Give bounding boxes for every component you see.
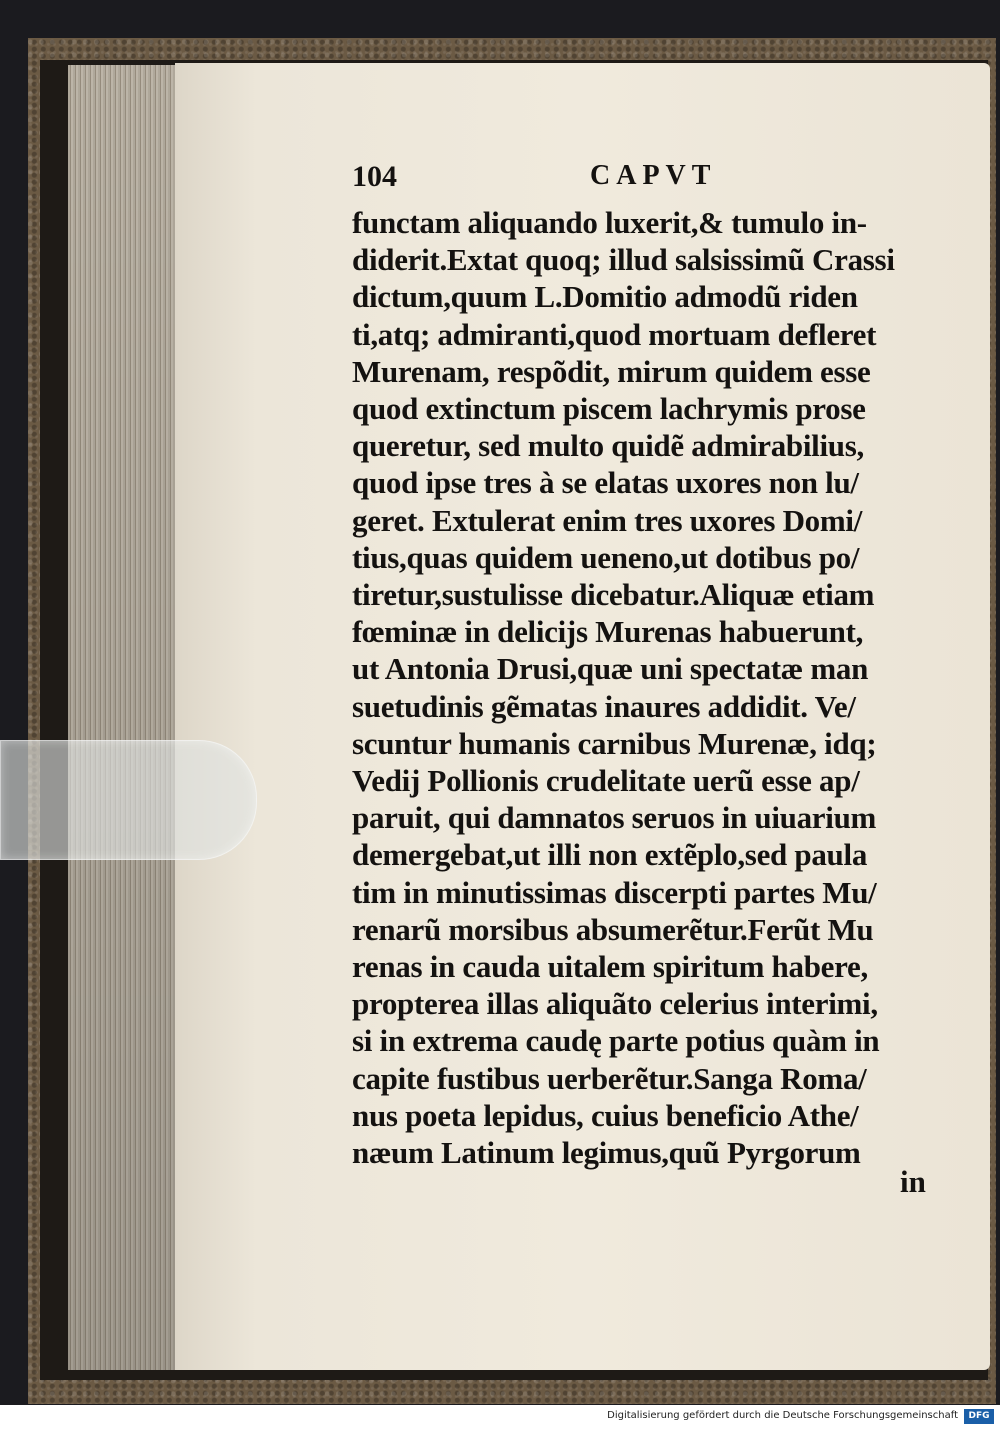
text-line: capite fustibus uerberẽtur.Sanga Roma/: [352, 1060, 867, 1096]
text-line: ut Antonia Drusi,quæ uni spectatæ man: [352, 651, 869, 687]
text-line: suetudinis gẽmatas inaures addidit. Ve/: [352, 688, 856, 724]
text-line: tim in minutissimas discerpti partes Mu/: [352, 874, 877, 910]
text-line: nus poeta lepidus, cuius beneficio Athe/: [352, 1097, 859, 1133]
running-head: CAPVT: [590, 160, 717, 191]
text-line: queretur, sed multo quidẽ admirabilius,: [352, 428, 864, 464]
text-line: tiretur,sustulisse dicebatur.Aliquæ etiam: [352, 577, 875, 613]
text-line: propterea illas aliquãto celerius interimi,: [352, 986, 878, 1022]
text-line: quod extinctum piscem lachrymis prose: [352, 391, 866, 427]
page-number: 104: [352, 160, 397, 193]
text-line: næum Latinum legimus,quũ Pyrgorum: [352, 1135, 861, 1171]
page-text-block: [352, 160, 932, 1171]
catchword: in: [900, 1164, 926, 1199]
text-line: Vedij Pollionis crudelitate uerũ esse ap/: [352, 763, 860, 799]
text-line: fœminæ in delicijs Murenas habuerunt,: [352, 614, 864, 650]
page-header: [352, 160, 932, 204]
text-line: renas in cauda uitalem spiritum habere,: [352, 949, 868, 985]
footer-bar: [0, 1405, 1000, 1429]
text-line: renarũ morsibus absumerẽtur.Ferũt Mu: [352, 911, 874, 947]
text-line: demergebat,ut illi non extẽplo,sed paula: [352, 837, 868, 873]
text-line: diderit.Extat quoq; illud salsissimũ Crassi: [352, 242, 895, 278]
text-line: quod ipse tres à se elatas uxores non lu/: [352, 465, 859, 501]
bookmark-strip: [0, 740, 257, 860]
text-line: si in extrema caudę parte potius quàm in: [352, 1023, 880, 1059]
funding-notice: Digitalisierung gefördert durch die Deutsche Forschungsgemeinschaft: [607, 1410, 958, 1421]
text-line: geret. Extulerat enim tres uxores Domi/: [352, 502, 863, 538]
text-line: tius,quas quidem ueneno,ut dotibus po/: [352, 539, 860, 575]
text-line: ti,atq; admiranti,quod mortuam defleret: [352, 316, 877, 352]
dfg-logo-icon[interactable]: DFG: [964, 1409, 994, 1424]
text-line: scuntur humanis carnibus Murenæ, idq;: [352, 725, 877, 761]
text-lines: [352, 204, 932, 1171]
text-line: paruit, qui damnatos seruos in uiuarium: [352, 800, 877, 836]
text-line: Murenam, respõdit, mirum quidem esse: [352, 353, 871, 389]
text-line: functam aliquando luxerit,& tumulo in-: [352, 205, 867, 240]
text-line: dictum,quum L.Domitio admodũ riden: [352, 279, 858, 315]
